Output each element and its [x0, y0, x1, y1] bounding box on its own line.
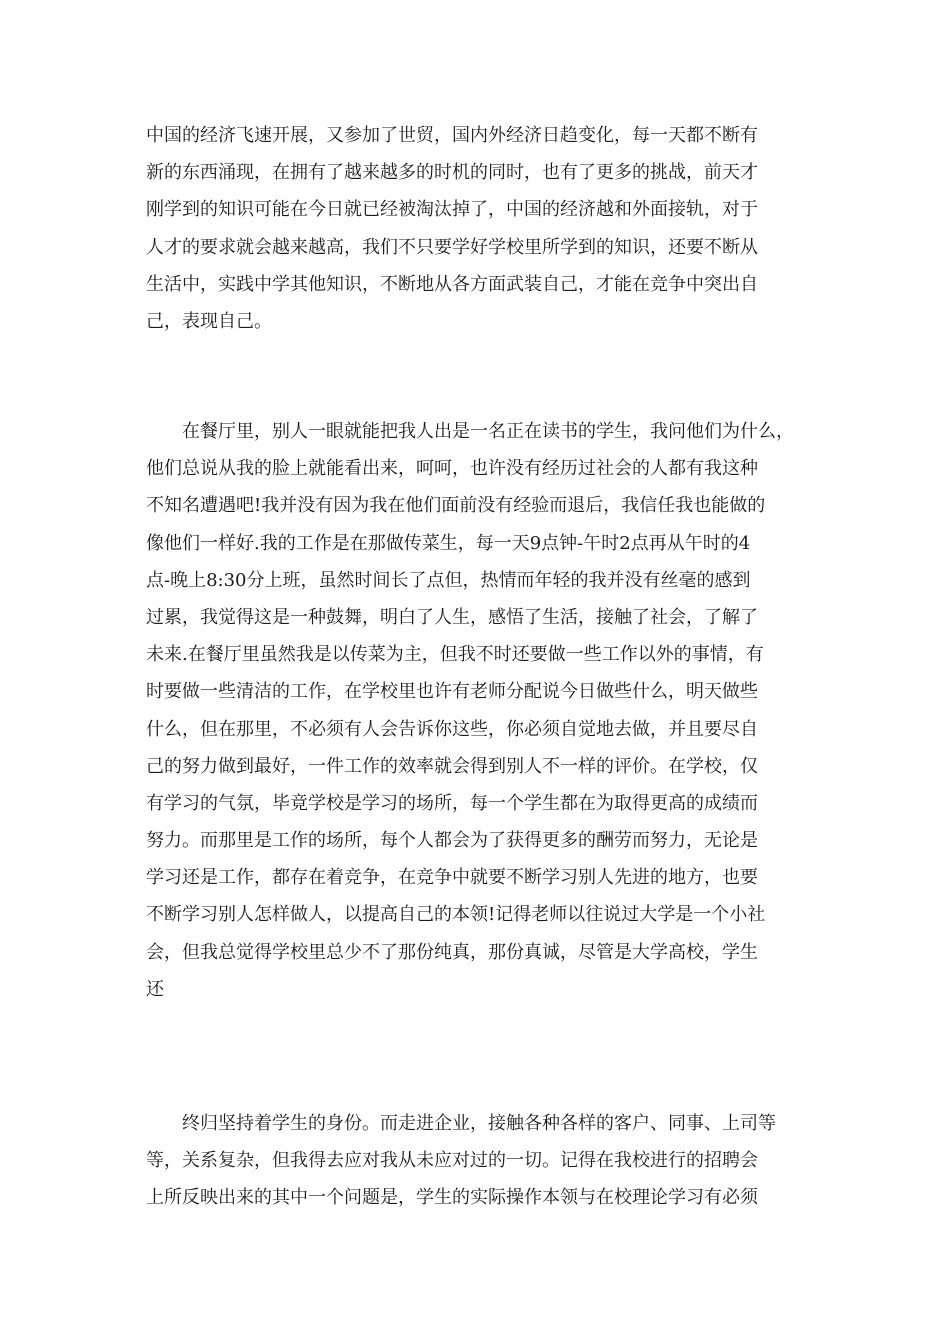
paragraph-line: 等，关系复杂，但我得去应对我从未应对过的一切。记得在我校进行的招聘会: [146, 1150, 758, 1172]
paragraph-1: [146, 117, 826, 340]
paragraph-line: 点-晚上8:30分上班，虽然时间长了点但，热情而年轻的我并没有丝毫的感到: [146, 569, 751, 591]
paragraph-line: 不知名遭遇吧!我并没有因为我在他们面前没有经验而退后，我信任我也能做的: [146, 495, 766, 517]
paragraph-line: 时要做一些清洁的工作，在学校里也许有老师分配说今日做些什么，明天做些: [146, 681, 758, 703]
paragraph-line: 新的东西涌现，在拥有了越来越多的时机的同时，也有了更多的挑战，前天才: [146, 162, 758, 184]
paragraph-line: 什么，但在那里，不必须有人会告诉你这些，你必须自觉地去做，并且要尽自: [146, 718, 758, 740]
paragraph-3: [146, 1105, 826, 1217]
paragraph-line: 己，表现自己。: [146, 310, 272, 332]
paragraph-line: 不断学习别人怎样做人，以提高自己的本领!记得老师以往说过大学是一个小社: [146, 904, 766, 926]
paragraph-line: 生活中，实践中学其他知识，不断地从各方面武装自己，才能在竞争中突出自: [146, 273, 758, 295]
paragraph-line: 中国的经济飞速开展，又参加了世贸，国内外经济日趋变化，每一天都不断有: [146, 125, 758, 146]
paragraph-line: 努力。而那里是工作的场所，每个人都会为了获得更多的酬劳而努力，无论是: [146, 830, 758, 852]
paragraph-line: 终归坚持着学生的身份。而走进企业，接触各种各样的客户、同事、上司等: [146, 1113, 776, 1134]
paragraph-line: 还: [146, 978, 164, 1000]
paragraph-line: 刚学到的知识可能在今日就已经被淘汰掉了，中国的经济越和外面接轨，对于: [146, 199, 758, 221]
paragraph-2: [146, 413, 826, 1008]
paragraph-line: 他们总说从我的脸上就能看出来，呵呵，也许没有经历过社会的人都有我这种: [146, 458, 758, 480]
paragraph-line: 人才的要求就会越来越高，我们不只要学好学校里所学到的知识，还要不断从: [146, 236, 758, 258]
paragraph-line: 未来.在餐厅里虽然我是以传菜为主，但我不时还要做一些工作以外的事情，有: [146, 644, 764, 666]
paragraph-line: 己的努力做到最好，一件工作的效率就会得到别人不一样的评价。在学校，仅: [146, 755, 758, 777]
paragraph-line: 学习还是工作，都存在着竞争，在竞争中就要不断学习别人先进的地方，也要: [146, 867, 758, 889]
paragraph-line: 过累，我觉得这是一种鼓舞，明白了人生，感悟了生活，接触了社会，了解了: [146, 606, 758, 628]
paragraph-line: 在餐厅里，别人一眼就能把我人出是一名正在读书的学生，我问他们为什么，: [146, 421, 794, 442]
paragraph-line: 会，但我总觉得学校里总少不了那份纯真，那份真诚，尽管是大学高校，学生: [146, 941, 758, 963]
paragraph-line: 像他们一样好.我的工作是在那做传菜生，每一天9点钟-午时2点再从午时的4: [146, 532, 751, 554]
paragraph-line: 有学习的气氛，毕竟学校是学习的场所，每一个学生都在为取得更高的成绩而: [146, 792, 758, 814]
paragraph-line: 上所反映出来的其中一个问题是，学生的实际操作本领与在校理论学习有必须: [146, 1187, 758, 1209]
